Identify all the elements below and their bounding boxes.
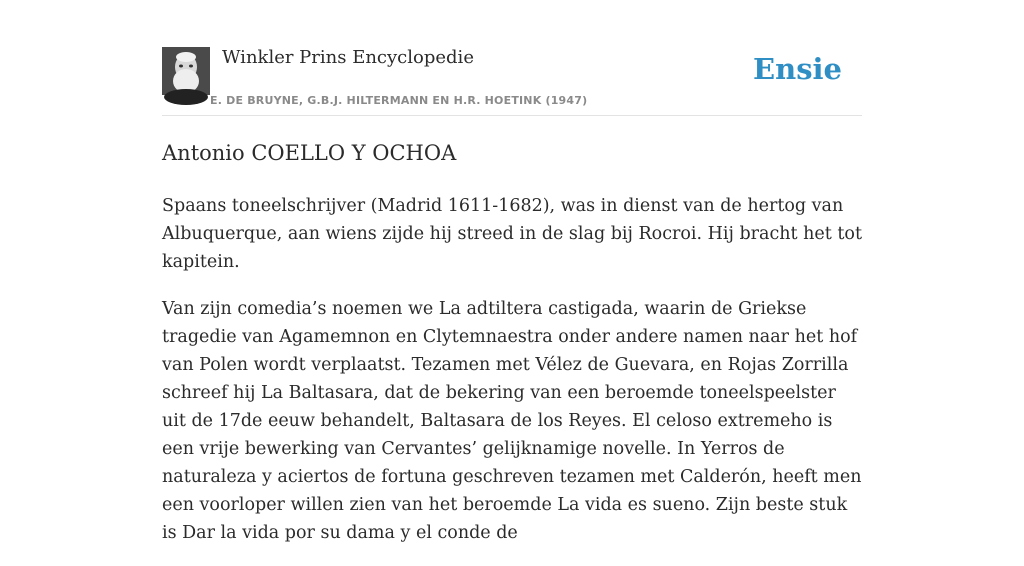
article-page (162, 0, 862, 543)
portrait-icon (162, 47, 210, 95)
article-paragraph-1: Spaans toneelschrijver (Madrid 1611-1682), was in dienst van de hertog van Albuquerque, aan wiens zijde hij streed in de slag bij Rocroi. Hij bracht het tot kapitein. (162, 196, 862, 272)
encyclopedia-title[interactable]: Winkler Prins Encyclopedie (222, 47, 474, 68)
article-body (162, 192, 862, 566)
article-paragraph-2: Van zijn comedia’s noemen we La adtiltera castigada, waarin de Griekse tragedie van Agamemnon en Clytemnaestra onder andere namen naar het hof van Polen wordt verplaatst. Tezamen met Vélez de Guevara, en Rojas Zorrilla schreef hij La Baltasara, dat de bekering van een beroemde toneelspeelster uit de 17de eeuw behandelt, Baltasara de los Reyes. El celoso extremeho is een vrije bewerking van Cervantes’ gelijknamige novelle. In Yerros de naturaleza y aciertos de fortuna geschreven tezamen met Calderón, heeft men een voorloper willen zien van het beroemde La vida es sueno. Zijn beste stuk is Dar la vida por su dama y el conde de (162, 299, 862, 543)
page-header (162, 0, 862, 116)
authors-line: E. DE BRUYNE, G.B.J. HILTERMANN EN H.R. HOETINK (1947) (210, 94, 588, 107)
article-title: Antonio COELLO Y OCHOA (162, 141, 457, 165)
ensie-logo-link[interactable]: Ensie (753, 52, 842, 86)
author-avatar[interactable] (162, 47, 210, 95)
